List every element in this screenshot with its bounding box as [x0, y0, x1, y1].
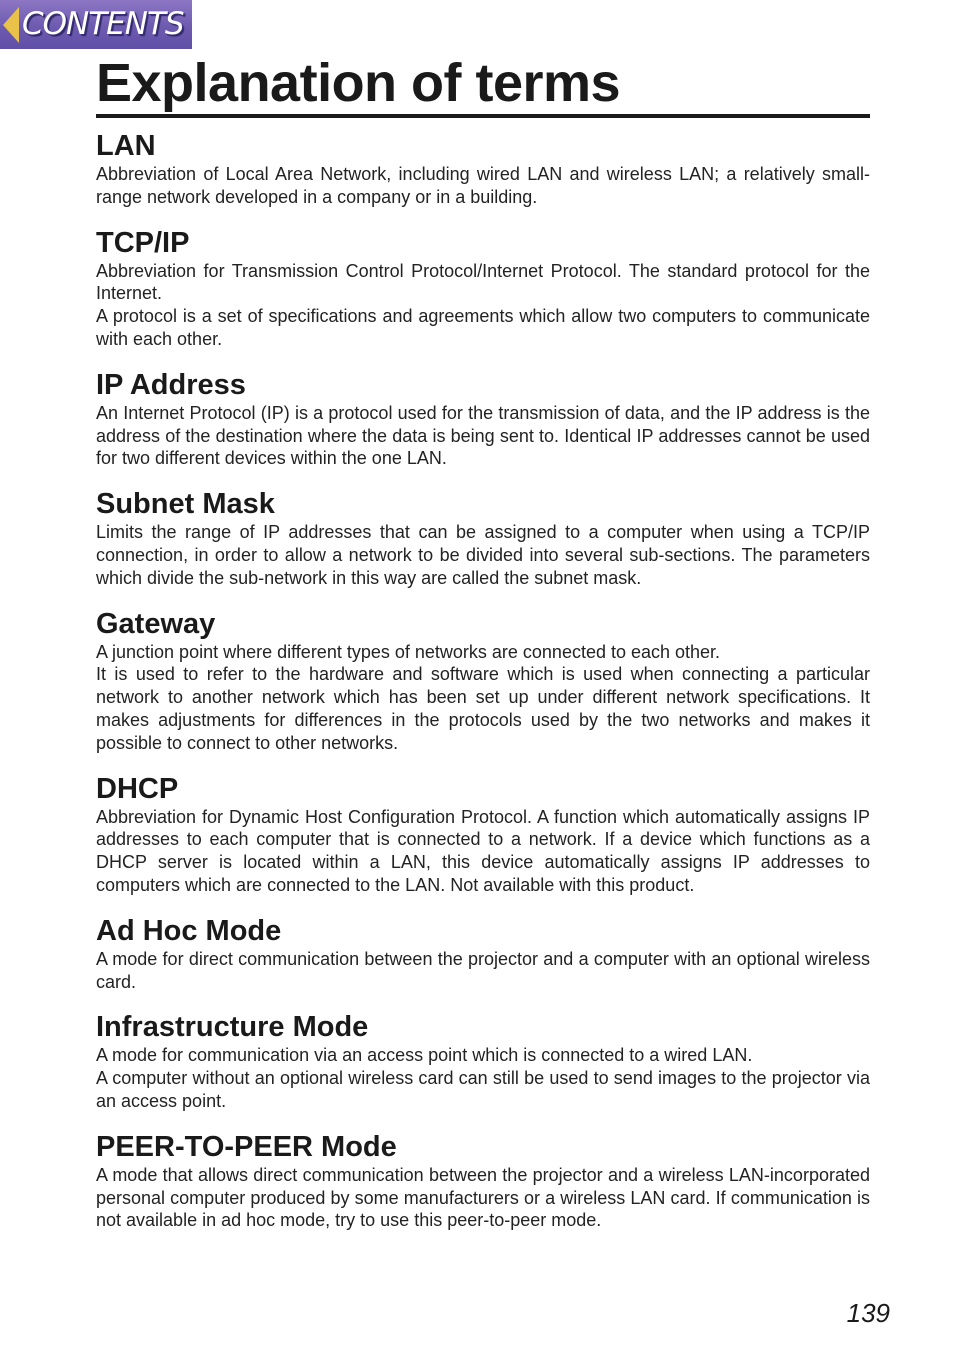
term-definition: Abbreviation of Local Area Network, including wired LAN and wireless LAN; a relatively small-range network developed in a company or in a building.	[96, 164, 870, 207]
term-heading: Subnet Mask	[96, 488, 275, 521]
term-definition: It is used to refer to the hardware and software which is used when connecting a particular network to another network which has been set up under different network specifications. It makes adjustments for differences in the protocols used by the two networks and makes it possible to connect to other networks.	[96, 664, 870, 753]
contents-label: CONTENTS	[22, 6, 184, 42]
arrow-left-icon	[3, 7, 19, 43]
term-infrastructure-mode	[96, 1010, 870, 1112]
term-heading: Ad Hoc Mode	[96, 914, 282, 947]
term-definition: A computer without an optional wireless card can still be used to send images to the projector via an access point.	[96, 1068, 870, 1111]
page-title: Explanation of terms	[96, 53, 621, 113]
term-ad-hoc-mode	[96, 914, 870, 994]
term-definition: A protocol is a set of specifications and agreements which allow two computers to communicate with each other.	[96, 306, 870, 349]
term-peer-to-peer-mode	[96, 1130, 870, 1232]
term-dhcp	[96, 772, 870, 897]
term-ip-address	[96, 368, 870, 470]
term-heading: IP Address	[96, 368, 246, 401]
term-heading: TCP/IP	[96, 226, 190, 259]
term-heading: Infrastructure Mode	[96, 1011, 369, 1044]
term-definition: A junction point where different types of networks are connected to each other.	[96, 641, 721, 662]
term-heading: DHCP	[96, 772, 179, 805]
contents-button[interactable]	[0, 0, 192, 49]
term-definition: An Internet Protocol (IP) is a protocol used for the transmission of data, and the IP address is the address of the destination where the data is being sent to. Identical IP addresses cannot be used for two different devices within the one LAN.	[96, 402, 870, 469]
term-tcp-ip	[96, 226, 870, 351]
terms-list	[96, 129, 870, 1249]
term-definition: Limits the range of IP addresses that can be assigned to a computer when using a TCP/IP connection, in order to allow a network to be divided into several sub-sections. The parameters which divide the sub-network in this way are called the subnet mask.	[96, 522, 870, 588]
term-lan	[96, 129, 870, 209]
page-number: 139	[846, 1298, 890, 1328]
term-definition: A mode for direct communication between the projector and a computer with an optional wireless card.	[96, 948, 870, 992]
term-heading: PEER-TO-PEER Mode	[96, 1130, 397, 1163]
term-heading: Gateway	[96, 607, 216, 640]
title-underline	[96, 114, 870, 118]
term-subnet-mask	[96, 487, 870, 589]
term-definition: A mode for communication via an access point which is connected to a wired LAN.	[96, 1045, 753, 1066]
term-definition: A mode that allows direct communication between the projector and a wireless LAN-incorporated personal computer produced by some manufacturers or a wireless LAN card. If communication is not available in ad hoc mode, try to use this peer-to-peer mode.	[96, 1164, 870, 1231]
term-definition: Abbreviation for Transmission Control Protocol/Internet Protocol. The standard protocol for the Internet.	[96, 260, 870, 304]
term-gateway	[96, 607, 870, 755]
term-definition: Abbreviation for Dynamic Host Configuration Protocol. A function which automatically assigns IP addresses to each computer that is connected to a network. If a device which functions as a DHCP server is located within a LAN, this device automatically assigns IP addresses to computers which are connected to the LAN. Not available with this product.	[96, 806, 870, 895]
term-heading: LAN	[96, 130, 156, 162]
